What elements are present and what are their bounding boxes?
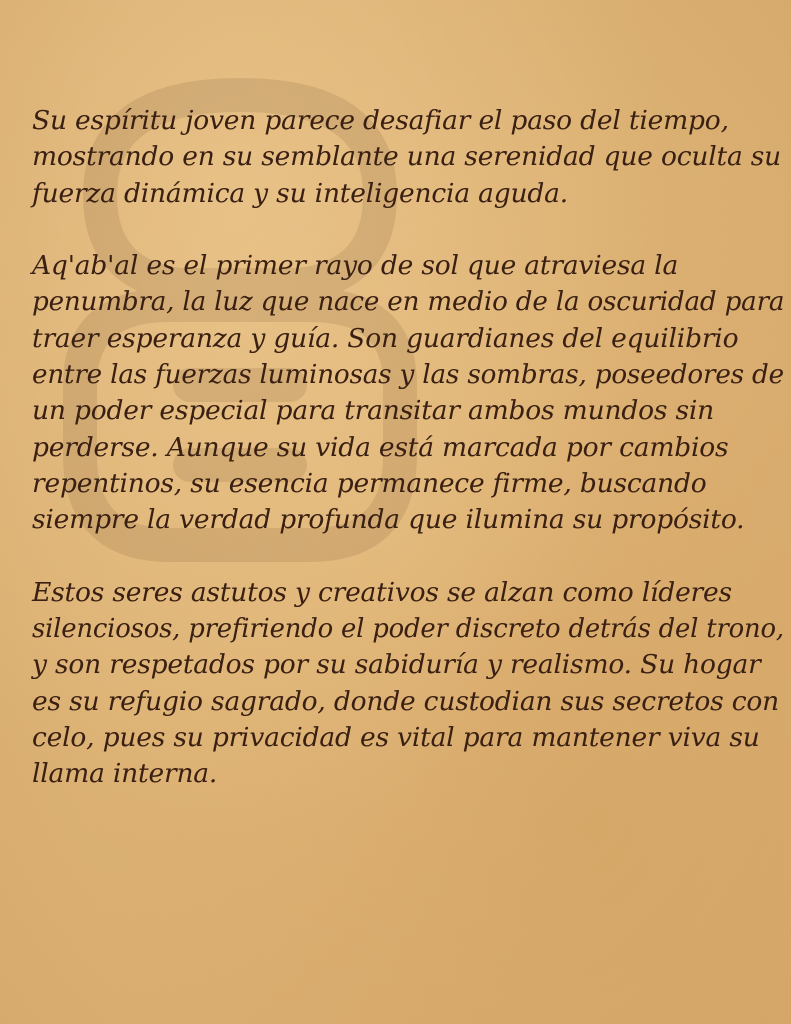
paragraph-2 <box>32 248 784 538</box>
paragraph-spacer <box>32 212 784 248</box>
text-line: es su refugio sagrado, donde custodian sus secretos con <box>32 685 779 717</box>
text-line: entre las fuerzas luminosas y las sombras, poseedores de <box>32 359 784 391</box>
paragraph-1 <box>32 103 784 212</box>
text-line: Estos seres astutos y creativos se alzan como líderes <box>32 576 732 608</box>
text-line: fuerza dinámica y su inteligencia aguda. <box>32 177 568 209</box>
text-line: y son respetados por su sabiduría y realismo. Su hogar <box>32 649 761 681</box>
text-line: mostrando en su semblante una serenidad que oculta su <box>32 141 782 173</box>
text-line: Aq'ab'al es el primer rayo de sol que atraviesa la <box>32 250 679 282</box>
text-line: siempre la verdad profunda que ilumina su propósito. <box>32 504 745 536</box>
paragraph-3 <box>32 575 784 793</box>
text-line: perderse. Aunque su vida está marcada por cambios <box>32 431 729 463</box>
text-line: Su espíritu joven parece desafiar el paso del tiempo, <box>32 105 729 136</box>
text-line: repentinos, su esencia permanece firme, buscando <box>32 467 707 499</box>
text-line: llama interna. <box>32 758 218 790</box>
text-line: un poder especial para transitar ambos mundos sin <box>32 395 715 427</box>
text-line: penumbra, la luz que nace en medio de la oscuridad para <box>32 286 785 318</box>
body-text <box>32 103 784 793</box>
text-line: celo, pues su privacidad es vital para mantener viva su <box>32 722 760 754</box>
paragraph-spacer <box>32 539 784 575</box>
text-line: silenciosos, prefiriendo el poder discreto detrás del trono, <box>32 613 784 645</box>
text-line: traer esperanza y guía. Son guardianes del equilibrio <box>32 322 739 354</box>
